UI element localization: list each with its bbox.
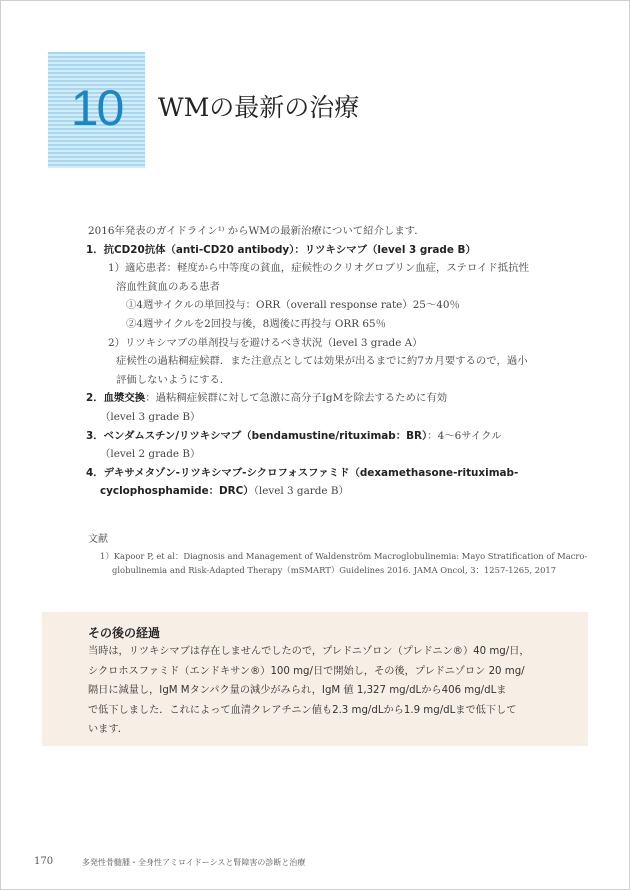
- reference-1-line2: globulinemia and Risk-Adapted Therapy（mSMART）Guidelines 2016. JAMA Oncol, 3：1257-1265, 2017: [112, 565, 557, 575]
- page-number: 170: [34, 856, 54, 867]
- intro-paragraph: 2016年発表のガイドライン¹⁾ からWMの最新治療について紹介します．: [88, 225, 425, 237]
- item1-sub1-line2: 溶血性貧血のある患者: [116, 280, 220, 293]
- item1-sub1-option2: ②4週サイクルを2回投与後，8週後に再投与 ORR 65％: [126, 317, 386, 330]
- item3-line: [86, 427, 558, 446]
- item4-title-line1: 4．デキサメタゾン-リツキシマブ-シクロフォスファミド（dexamethasone-rituximab-: [86, 466, 519, 479]
- item4-title-part2: cyclophosphamide：DRC）: [100, 485, 254, 498]
- item3-title: 3．ベンダムスチン/リツキシマブ（bendamustine/rituximab：BR）: [86, 429, 428, 442]
- item1-title: 1．抗CD20抗体（anti-CD20 antibody）：リツキシマブ（level 3 grade B）: [86, 243, 476, 256]
- followup-line-3: 隔日に減量し，IgM Mタンパク量の減少がみられ，IgM 値 1,327 mg/dLから406 mg/dLま: [88, 685, 507, 697]
- book-title: 多発性骨髄腫・全身性アミロイドーシスと腎障害の診断と治療: [82, 858, 306, 867]
- chapter-number: 10: [70, 80, 123, 136]
- followup-title: その後の経過: [88, 626, 161, 640]
- item1-sub2-line3: 評価しないようにする．: [116, 373, 231, 386]
- followup-line-4: で低下しました．これによって血清クレアチニン値も2.3 mg/dLから1.9 mg/dLまで低下して: [88, 704, 517, 716]
- reference-1-line1: 1）Kapoor P, et al：Diagnosis and Management of Waldenström Macroglobulinemia: Mayo Stratification of Macro-: [100, 551, 588, 561]
- followup-line-1: 当時は，リツキシマブは存在しませんでしたので，プレドニゾロン（プレドニン®）40 mg/日，: [88, 646, 530, 657]
- item2-level: （level 3 grade B）: [100, 410, 201, 423]
- item3-text: ：4～6サイクル: [427, 429, 502, 442]
- main-body: [88, 222, 558, 501]
- followup-line-5: います．: [88, 724, 128, 736]
- item1-sub1-line1: 1）適応患者：軽度から中等度の貧血，症候性のクリオグロブリン血症，ステロイド抵抗性: [108, 262, 529, 275]
- references-heading: 文献: [88, 534, 108, 545]
- followup-line-2: シクロホスファミド（エンドキサン®）100 mg/日で開始し，その後，プレドニゾロン 20 mg/: [88, 665, 525, 677]
- item3-level: （level 2 grade B）: [100, 448, 201, 461]
- chapter-title: WMの最新の治療: [158, 93, 360, 122]
- item4-level: （level 3 garde B）: [253, 485, 349, 498]
- item1-sub2-line1: 2）リツキシマブの単剤投与を避けるべき状況（level 3 grade A）: [108, 336, 423, 349]
- references-list: [100, 549, 588, 577]
- item2-text: ：過粘稠症候群に対して急激に高分子IgMを除去するために有効: [145, 392, 448, 405]
- item2-title: 2．血漿交換: [86, 392, 146, 405]
- item2-line: [86, 389, 558, 408]
- item1-sub2-line2: 症候性の過粘稠症候群．また注意点としては効果が出るまでに約7カ月要するので，過小: [116, 355, 528, 368]
- item1-sub1-option1: ①4週サイクルの単回投与：ORR（overall response rate）25～40％: [126, 299, 460, 312]
- item4-title-line2: [88, 482, 558, 501]
- followup-body: [88, 642, 548, 740]
